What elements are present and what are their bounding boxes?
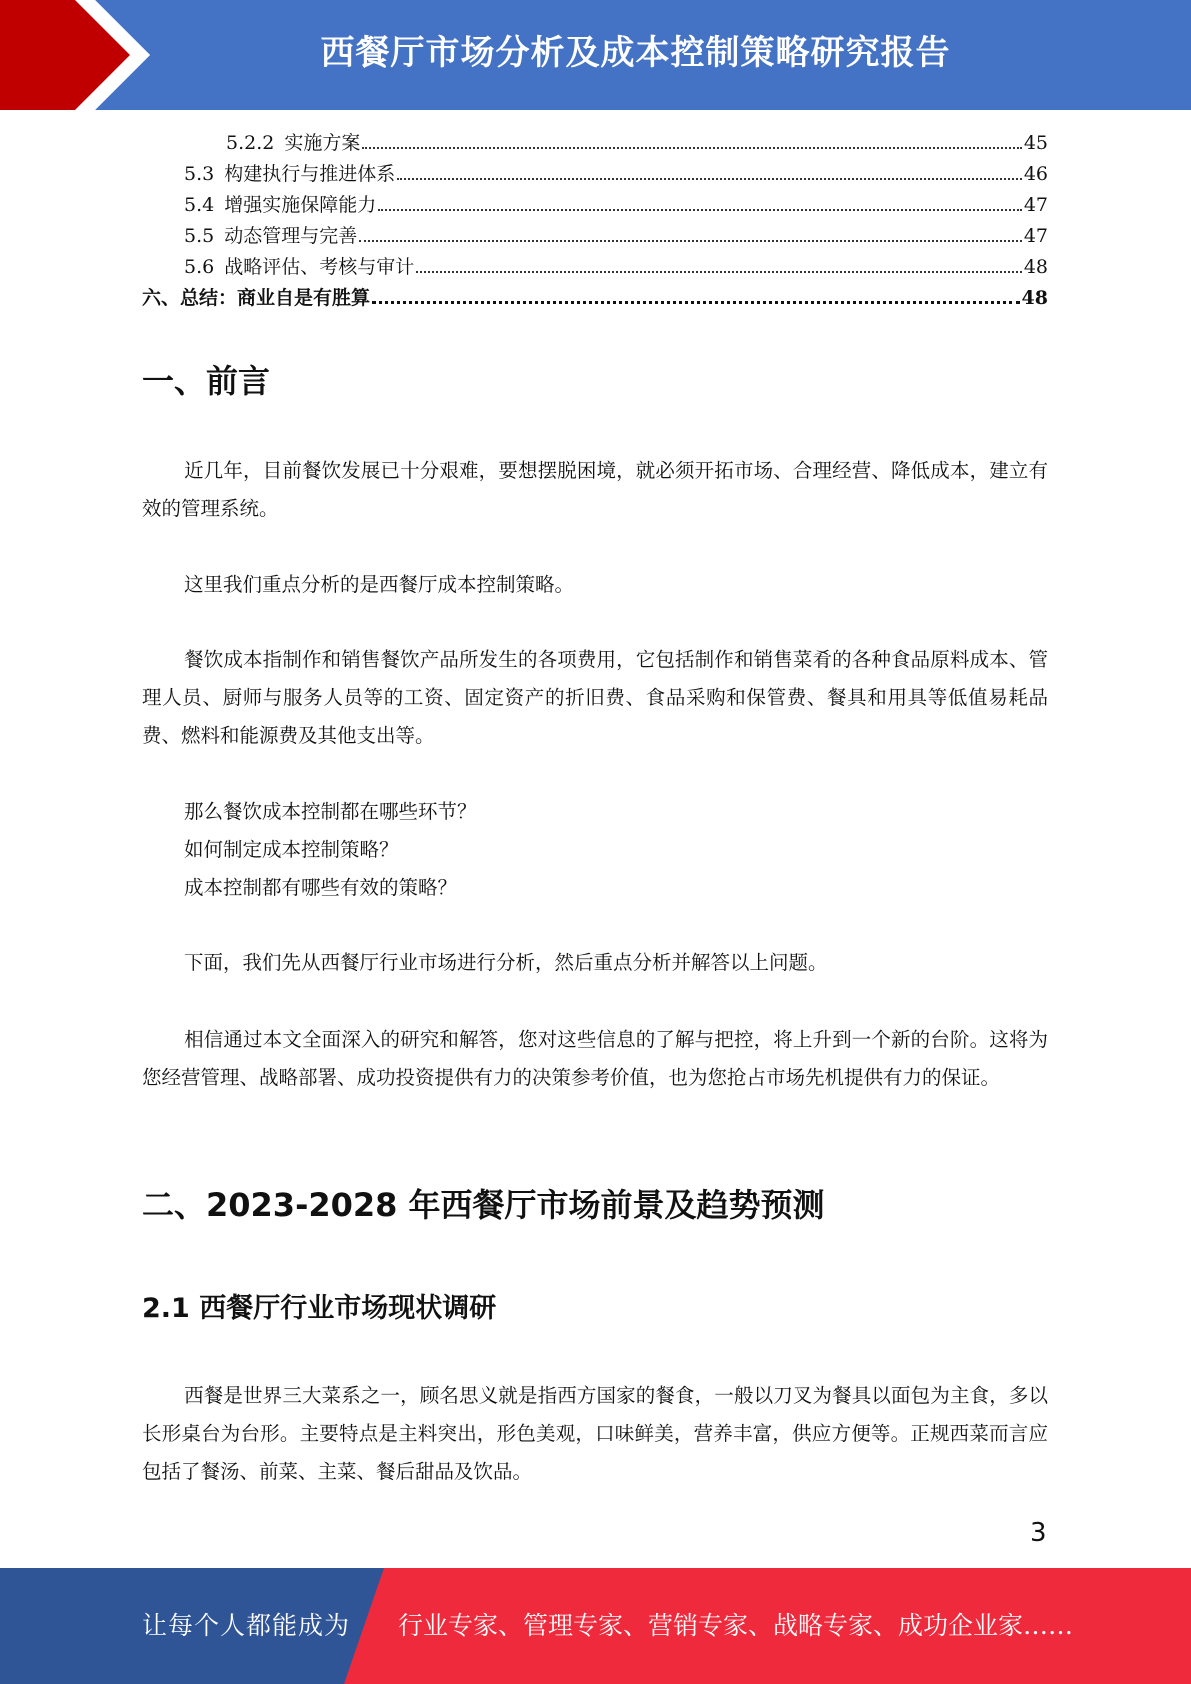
- paragraph: [142, 944, 1048, 982]
- toc-number: 5.2.2: [226, 132, 275, 154]
- page-header: [0, 0, 1191, 110]
- toc-title: 增强实施保障能力: [224, 194, 377, 216]
- footer-slogan-left: 让每个人都能成为: [142, 1611, 351, 1640]
- toc-entry[interactable]: [142, 128, 1048, 159]
- toc-page: 45: [1023, 132, 1048, 154]
- paragraph: [142, 566, 1048, 604]
- toc-entry[interactable]: [142, 283, 1048, 314]
- toc-title: 战略评估、考核与审计: [224, 256, 415, 278]
- paragraph: [142, 641, 1048, 755]
- toc-title: 构建执行与推进体系: [224, 163, 396, 185]
- subsection-heading-2-1: 2.1 西餐厅行业市场现状调研: [142, 1293, 497, 1324]
- page-number: 3: [1030, 1518, 1047, 1548]
- page-footer: [0, 1568, 1191, 1684]
- toc-leader: [359, 239, 1022, 242]
- paragraph: [142, 1377, 1048, 1491]
- question-item: 成本控制都有哪些有效的策略？: [184, 876, 458, 899]
- question-list: [184, 793, 477, 907]
- report-title: 西餐厅市场分析及成本控制策略研究报告: [320, 33, 951, 73]
- toc-page: 47: [1023, 225, 1048, 247]
- toc-leader: [378, 208, 1022, 211]
- paragraph: [142, 452, 1048, 528]
- paragraph-text: 这里我们重点分析的是西餐厅成本控制策略。: [184, 573, 575, 596]
- toc-entry[interactable]: [142, 190, 1048, 221]
- toc-title: 动态管理与完善: [224, 225, 358, 247]
- toc-leader: [397, 177, 1022, 180]
- question-item: 如何制定成本控制策略？: [184, 838, 399, 861]
- toc-title: 六、总结：商业自是有胜算: [142, 287, 371, 309]
- section-heading-2: 二、2023-2028 年西餐厅市场前景及趋势预测: [142, 1186, 825, 1224]
- toc-entry[interactable]: [142, 252, 1048, 283]
- toc-page: 46: [1023, 163, 1048, 185]
- toc-page: 48: [1023, 256, 1048, 278]
- toc-leader: [416, 270, 1022, 273]
- toc-number: 5.5: [184, 225, 215, 247]
- toc-entry[interactable]: [142, 221, 1048, 252]
- toc-leader: [372, 300, 1020, 304]
- toc-page: 48: [1021, 287, 1048, 309]
- paragraph: [142, 1021, 1048, 1097]
- toc-entry[interactable]: [142, 159, 1048, 190]
- paragraph-text: 相信通过本文全面深入的研究和解答，您对这些信息的了解与把控，将上升到一个新的台阶。这将为您经营管理、战略部署、成功投资提供有力的决策参考价值，也为您抢占市场先机提供有力的保证。: [142, 1028, 1048, 1089]
- toc-number: 5.4: [184, 194, 215, 216]
- question-item: 那么餐饮成本控制都在哪些环节？: [184, 800, 477, 823]
- paragraph-text: 下面，我们先从西餐厅行业市场进行分析，然后重点分析并解答以上问题。: [184, 951, 828, 974]
- toc-number: 5.6: [184, 256, 215, 278]
- footer-slogan-right: 行业专家、管理专家、营销专家、战略专家、成功企业家……: [398, 1611, 1074, 1640]
- toc-page: 47: [1023, 194, 1048, 216]
- paragraph-text: 餐饮成本指制作和销售餐饮产品所发生的各项费用，它包括制作和销售菜肴的各种食品原料成本、管理人员、厨师与服务人员等的工资、固定资产的折旧费、食品采购和保管费、餐具和用具等低值易耗品费、燃料和能源费及其他支出等。: [142, 648, 1048, 747]
- paragraph-text: 近几年，目前餐饮发展已十分艰难，要想摆脱困境，就必须开拓市场、合理经营、降低成本，建立有效的管理系统。: [142, 459, 1048, 520]
- toc-leader: [362, 146, 1021, 149]
- table-of-contents: [142, 128, 1048, 314]
- section-heading-preface: 一、前言: [142, 362, 271, 400]
- paragraph-text: 西餐是世界三大菜系之一，顾名思义就是指西方国家的餐食，一般以刀叉为餐具以面包为主食，多以长形桌台为台形。主要特点是主料突出，形色美观，口味鲜美，营养丰富，供应方便等。正规西菜而言应包括了餐汤、前菜、主菜、餐后甜品及饮品。: [142, 1384, 1048, 1483]
- toc-number: 5.3: [184, 163, 215, 185]
- toc-title: 实施方案: [284, 132, 361, 154]
